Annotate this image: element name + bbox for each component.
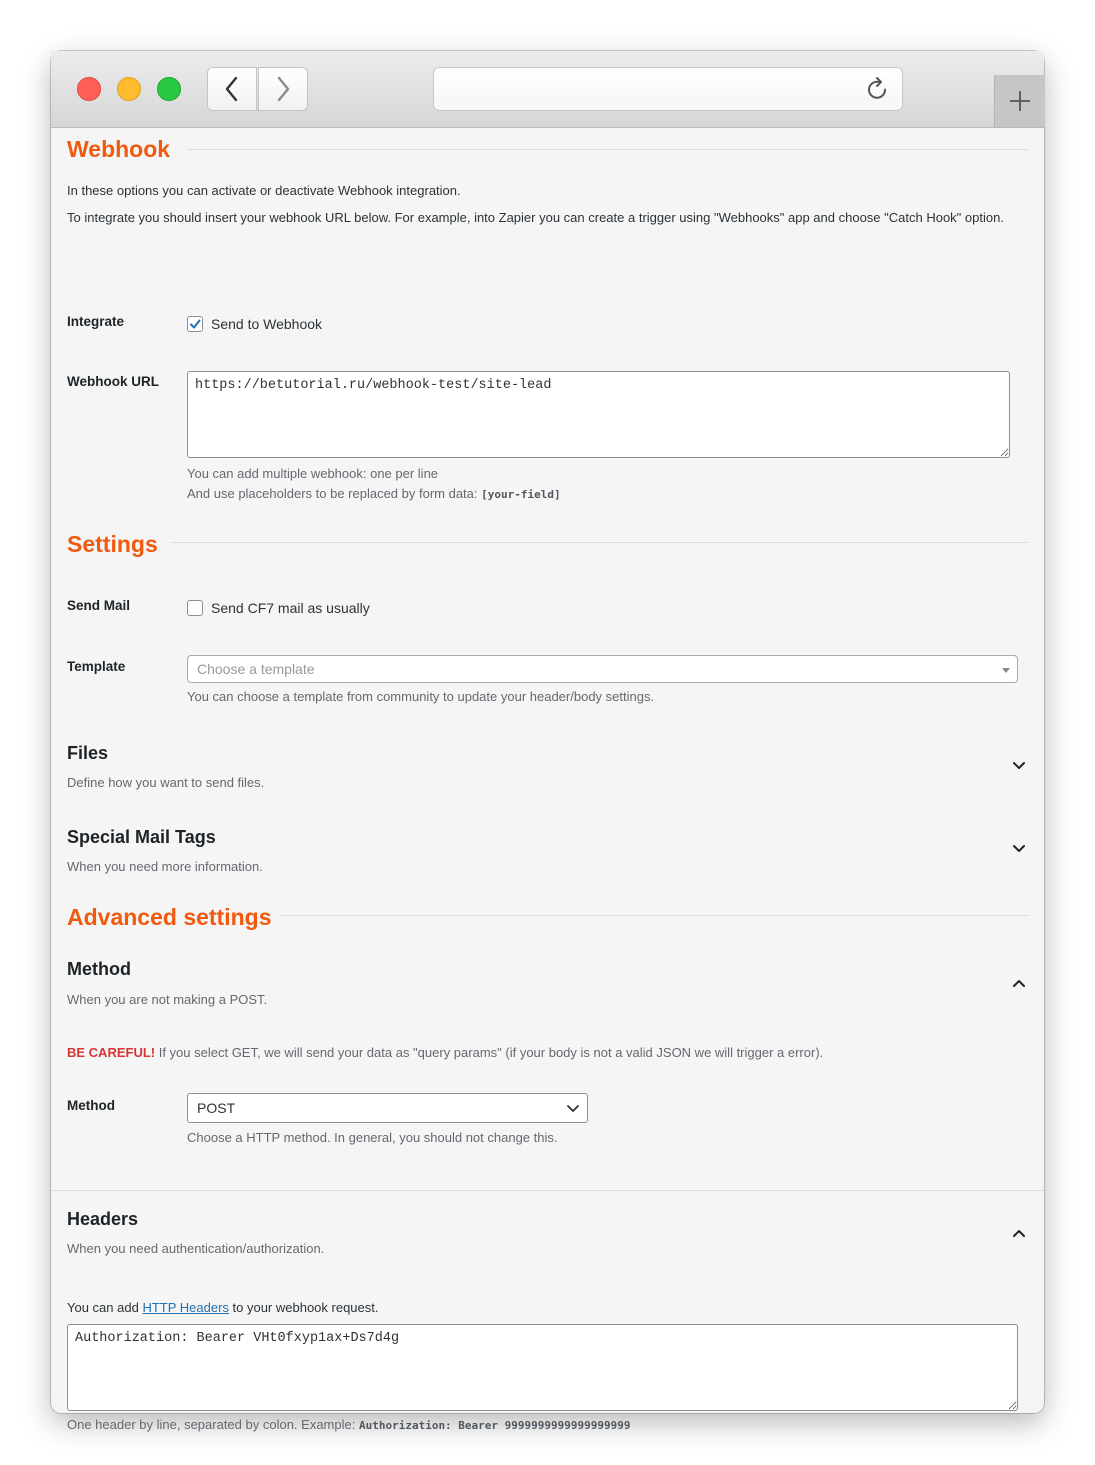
plus-icon bbox=[1008, 89, 1032, 113]
section-divider bbox=[171, 542, 1028, 543]
method-description: When you are not making a POST. bbox=[67, 992, 268, 1007]
method-toggle[interactable] bbox=[1011, 975, 1027, 996]
files-toggle[interactable] bbox=[1011, 758, 1027, 779]
headers-intro-before: You can add bbox=[67, 1300, 143, 1315]
send-mail-checkbox[interactable] bbox=[187, 600, 203, 616]
headers-intro-after: to your webhook request. bbox=[228, 1300, 379, 1315]
chevron-down-icon bbox=[1011, 758, 1027, 774]
settings-page bbox=[51, 128, 1044, 1432]
reload-button[interactable] bbox=[866, 77, 890, 108]
headers-toggle[interactable] bbox=[1011, 1225, 1027, 1246]
close-window-button[interactable] bbox=[77, 77, 101, 101]
method-warning bbox=[67, 1044, 823, 1062]
reload-icon bbox=[866, 77, 890, 103]
webhook-url-label: Webhook URL bbox=[67, 374, 159, 389]
template-label: Template bbox=[67, 659, 126, 674]
forward-button[interactable] bbox=[258, 67, 308, 111]
maximize-window-button[interactable] bbox=[157, 77, 181, 101]
forward-icon bbox=[275, 76, 291, 102]
send-mail-label: Send Mail bbox=[67, 598, 131, 613]
back-icon bbox=[224, 76, 240, 102]
section-title-settings: Settings bbox=[67, 531, 158, 557]
webhook-url-help-1: You can add multiple webhook: one per line bbox=[187, 466, 439, 481]
headers-intro bbox=[67, 1299, 379, 1317]
method-label: Method bbox=[67, 1098, 115, 1113]
caret-down-icon bbox=[1002, 668, 1010, 673]
files-title[interactable]: Files bbox=[67, 743, 109, 763]
webhook-url-help-2 bbox=[187, 485, 561, 504]
template-select[interactable] bbox=[187, 655, 1018, 683]
warning-text: If you select GET, we will send your data as "query params" (if your body is not a valid JSON we will trigger a error). bbox=[155, 1045, 824, 1060]
method-help: Choose a HTTP method. In general, you should not change this. bbox=[187, 1130, 558, 1145]
chevron-up-icon bbox=[1011, 1225, 1027, 1241]
headers-title[interactable]: Headers bbox=[67, 1209, 139, 1229]
section-divider bbox=[51, 1190, 1044, 1191]
back-button[interactable] bbox=[207, 67, 257, 111]
warning-strong: BE CAREFUL! bbox=[67, 1045, 156, 1060]
chevron-down-icon bbox=[566, 1102, 580, 1120]
webhook-url-textarea[interactable] bbox=[187, 371, 1010, 458]
send-mail-checkbox-label[interactable]: Send CF7 mail as usually bbox=[211, 600, 370, 616]
new-tab-button[interactable] bbox=[994, 75, 1045, 127]
section-title-webhook: Webhook bbox=[67, 136, 171, 162]
special-mail-tags-title[interactable]: Special Mail Tags bbox=[67, 827, 216, 847]
method-title[interactable]: Method bbox=[67, 959, 131, 979]
section-title-advanced: Advanced settings bbox=[67, 904, 272, 930]
chevron-up-icon bbox=[1011, 975, 1027, 991]
integrate-checkbox-label[interactable]: Send to Webhook bbox=[211, 316, 323, 332]
checkmark-icon bbox=[189, 318, 201, 330]
template-help: You can choose a template from community to update your header/body settings. bbox=[187, 689, 655, 704]
browser-titlebar bbox=[51, 51, 1044, 128]
special-mail-tags-toggle[interactable] bbox=[1011, 841, 1027, 862]
webhook-intro-1: In these options you can activate or deactivate Webhook integration. bbox=[67, 183, 461, 198]
minimize-window-button[interactable] bbox=[117, 77, 141, 101]
section-divider bbox=[187, 149, 1028, 150]
integrate-checkbox[interactable] bbox=[187, 316, 203, 332]
chevron-down-icon bbox=[1011, 841, 1027, 857]
integrate-label: Integrate bbox=[67, 314, 125, 329]
browser-window bbox=[51, 51, 1044, 1432]
template-select-placeholder: Choose a template bbox=[197, 661, 315, 677]
method-select[interactable] bbox=[187, 1093, 588, 1123]
address-bar[interactable] bbox=[433, 67, 903, 111]
special-mail-tags-description: When you need more information. bbox=[67, 859, 263, 874]
headers-description: When you need authentication/authorization. bbox=[67, 1241, 325, 1256]
section-divider bbox=[281, 915, 1028, 916]
method-select-value: POST bbox=[197, 1100, 236, 1116]
webhook-intro-2: To integrate you should insert your webhook URL below. For example, into Zapier you can create a trigger using "Webhooks" app and choose "Catch Hook" option. bbox=[67, 210, 1004, 225]
placeholder-code: [your-field] bbox=[481, 488, 561, 501]
http-headers-link[interactable]: HTTP Headers bbox=[142, 1300, 229, 1315]
headers-help bbox=[67, 1416, 631, 1435]
headers-help-text: One header by line, separated by colon. Example: bbox=[67, 1417, 356, 1432]
headers-textarea[interactable] bbox=[67, 1324, 1018, 1411]
webhook-url-help-2-text: And use placeholders to be replaced by form data: bbox=[187, 486, 478, 501]
files-description: Define how you want to send files. bbox=[67, 775, 265, 790]
headers-example-code: Authorization: Bearer 9999999999999999999 bbox=[358, 1419, 631, 1432]
